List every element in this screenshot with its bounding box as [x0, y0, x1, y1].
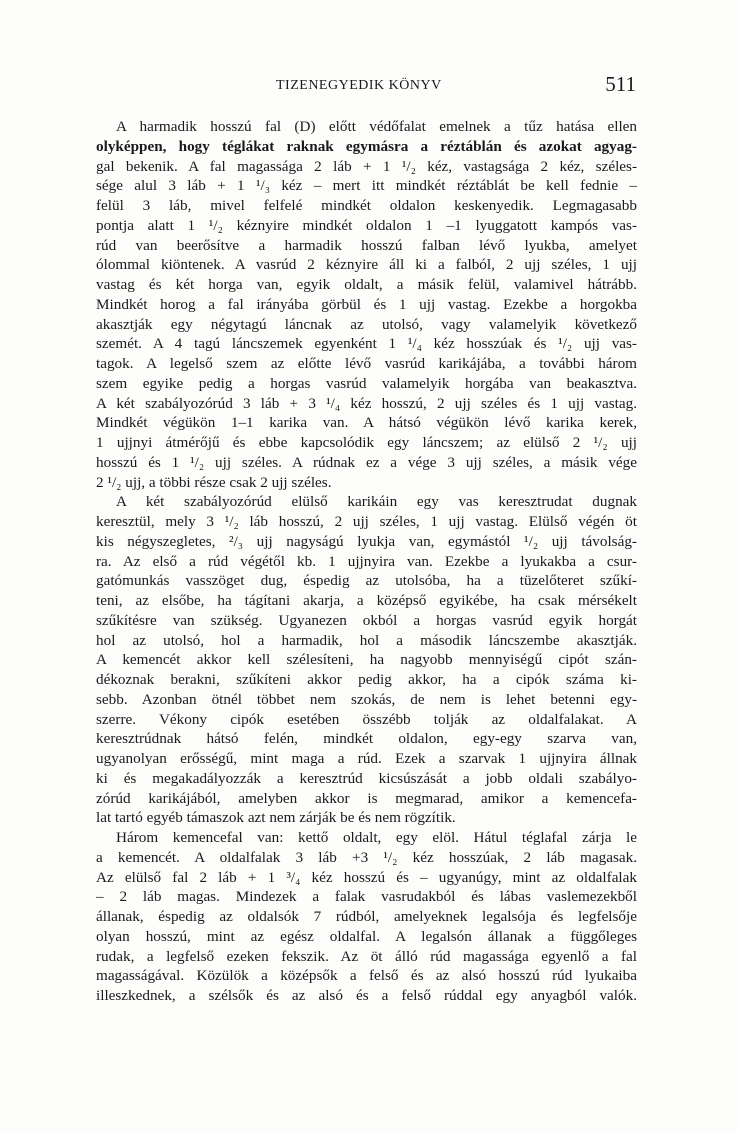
text-line: olyan hosszú, mint az egész oldalfal. A legalsón állanak a függőleges	[96, 927, 637, 945]
text-line: vastag és két horga van, egyik oldalt, a másik felül, valamivel hátrább.	[96, 276, 637, 293]
text-line: ki és megakadályozzák a keresztrúd kicsúszását a jobb oldali szabályo-	[96, 769, 637, 787]
text-line: Három kemencefal van: kettő oldalt, egy elöl. Hátul téglafal zárja le	[116, 829, 637, 846]
text-line: 1 ujjnyi átmérőjű és ebbe kapcsolódik egy láncszem; az elülső 2 ¹/₂ ujj	[96, 434, 637, 451]
text-line: zórúd karikájából, amelyben akkor is megmarad, amikor a kemencefa-	[96, 789, 637, 807]
text-line: keresztrúdnak hátsó felén, mindkét oldalon, egy-egy szarva van,	[96, 730, 637, 748]
text-line: Az elülső fal 2 láb + 1 ³/₄ kéz hosszú és – ugyanúgy, mint az oldalfalak	[96, 868, 637, 886]
text-line: dékoznak berakni, szűkíteni akkor pedig akkor, ha a cipók száma ki-	[96, 671, 637, 688]
text-line: szerre. Vékony cipók esetében összébb tolják az oldalfalakat. A	[96, 710, 637, 728]
page-number: 511	[605, 72, 636, 96]
text-line: szűkítésre van szükség. Ugyanezen okból a horgas vasrúd egyik horgát	[96, 611, 637, 629]
text-line: olyképpen, hogy téglákat raknak egymásra a réztáblán és azokat agyag-	[96, 137, 637, 155]
text-line: pontja alatt 1 ¹/₂ kéznyire mindkét oldalon 1 –1 lyuggatott kampós vas-	[96, 216, 637, 234]
text-line: szem egyike pedig a horgas vasrúd valamelyik horgába van beakasztva.	[96, 374, 637, 392]
text-line: gal bekenik. A fal magassága 2 láb + 1 ¹/₂ kéz, vastagsága 2 kéz, széles-	[96, 157, 637, 175]
text-line: illeszkednek, a szélsők és az alsó és a felső rúddal egy anyagból valók.	[96, 987, 637, 1004]
page-header	[96, 72, 636, 102]
running-head: TIZENEGYEDIK KÖNYV	[276, 78, 442, 93]
text-line: rudak, a legfelső ezeken fekszik. Az öt álló rúd magassága egyenlő a fal	[96, 947, 637, 965]
text-line: tagok. A legelső szem az előtte lévő vasrúd karikájába, a további három	[96, 355, 637, 372]
text-line: a kemencét. A oldalfalak 3 láb +3 ¹/₂ kéz hosszúak, 2 láb magasak.	[96, 848, 637, 866]
text-line: akasztják egy négytagú láncnak az utolsó, vagy valamelyik következő	[96, 315, 637, 333]
text-line: lat tartó egyéb támaszok azt nem zárják be és nem rögzítik.	[96, 809, 456, 827]
text-line: ólommal kiöntenek. A vasrúd 2 kéznyire áll ki a falból, 2 ujj széles, 1 ujj	[96, 256, 637, 274]
text-line: teni, az elsőbe, ha tágítani akarja, a középső egyikébe, ha csak mérsékelt	[96, 592, 637, 609]
text-line: rúd van beerősítve a harmadik hosszú falban lévő lyukba, amelyet	[96, 236, 637, 254]
text-line: Mindkét végükön 1–1 karika van. A hátsó végükön lévő karika kerek,	[96, 414, 637, 432]
text-line: gatómunkás vasszöget dug, éspedig az utolsóba, ha a tüzelőteret szűkí-	[96, 572, 637, 590]
body-text	[96, 117, 637, 1006]
text-line: A kemencét akkor kell szélesíteni, ha nagyobb mennyiségű cipót szán-	[96, 651, 637, 669]
text-line: A harmadik hosszú fal (D) előtt védőfalat emelnek a tűz hatása ellen	[116, 118, 637, 135]
text-line: hol az utolsó, hol a harmadik, hol a második láncszembe akasztják.	[96, 631, 637, 649]
text-line: felül 3 láb, mivel felfelé mindkét oldalon keskenyedik. Legmagasabb	[96, 197, 637, 214]
text-line: magasságával. Közülök a középsők a felső és az alsó hosszú rúd lyukaiba	[96, 967, 637, 985]
text-line: hosszú és 1 ¹/₂ ujj széles. A rúdnak ez a vége 3 ujj széles, a másik vége	[96, 453, 637, 471]
text-line: ugyanolyan erősségű, mint maga a rúd. Ezek a szarvak 1 ujjnyira állnak	[96, 750, 637, 767]
text-line: sebb. Azonban ötnél többet nem szokás, de nem is lehet betenni egy-	[96, 690, 637, 708]
text-line: ra. Az első a rúd végétől kb. 1 ujjnyira van. Ezekbe a lyukakba a csur-	[96, 552, 637, 570]
text-line: Mindkét horog a fal irányába görbül és 1 ujj vastag. Ezekbe a horgokba	[96, 295, 637, 313]
text-line: állanak, éspedig az oldalsók 7 rúdból, amelyeknek legalsója és legfelsője	[96, 908, 637, 925]
text-line: A két szabályozórúd 3 láb + 3 ¹/₄ kéz hosszú, 2 ujj széles és 1 ujj vastag.	[96, 394, 637, 412]
text-line: 2 ¹/₂ ujj, a többi része csak 2 ujj széles.	[96, 473, 332, 491]
text-line: – 2 láb magas. Mindezek a falak vasrudakból és lábas vaslemezekből	[96, 888, 637, 906]
text-line: szemét. A 4 tagú láncszemek egyenként 1 ¹/₄ kéz hosszúak és ¹/₂ ujj vas-	[96, 335, 637, 353]
text-line: keresztül, mely 3 ¹/₂ láb hosszú, 2 ujj széles, 1 ujj vastag. Elülső végén öt	[96, 513, 637, 530]
text-line: sége alul 3 láb + 1 ¹/₃ kéz – mert itt mindkét réztáblát be kell fednie –	[96, 177, 637, 195]
text-line: kis négyszegletes, ²/₃ ujj nagyságú lyukja van, egymástól ¹/₂ ujj távolság-	[96, 532, 637, 550]
text-line: A két szabályozórúd elülső karikáin egy vas keresztrudat dugnak	[116, 493, 637, 511]
